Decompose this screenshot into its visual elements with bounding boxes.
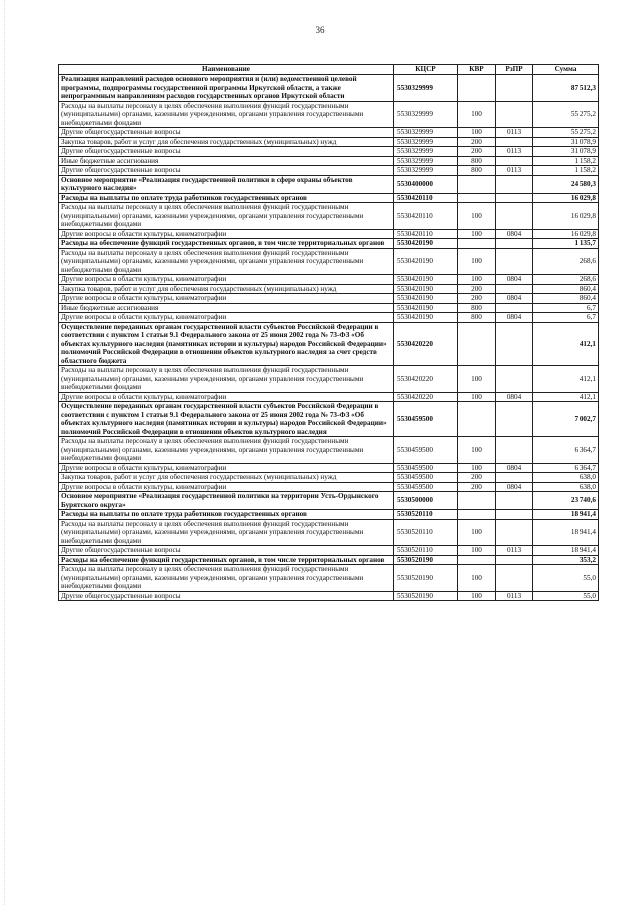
row-kvr-cell: 100 (458, 565, 496, 592)
row-sum-cell: 23 740,6 (533, 492, 599, 510)
row-kcsr-cell: 5530329999 (394, 128, 458, 138)
row-kvr-cell: 800 (458, 166, 496, 176)
row-name-cell: Расходы на выплаты по оплате труда работников государственных органов (59, 510, 394, 520)
row-kvr-cell: 200 (458, 147, 496, 157)
row-kvr-cell: 100 (458, 591, 496, 601)
table-header-row (59, 65, 599, 75)
row-kvr-cell (458, 510, 496, 520)
row-kcsr-cell: 5530329999 (394, 147, 458, 157)
row-kvr-cell: 200 (458, 473, 496, 483)
header-kcsr: КЦСР (394, 65, 458, 75)
row-rzpr-cell: 0113 (496, 128, 533, 138)
row-kvr-cell: 100 (458, 275, 496, 285)
row-name-cell: Другие вопросы в области культуры, кинематографии (59, 275, 394, 285)
row-kvr-cell: 100 (458, 128, 496, 138)
table-row (59, 555, 599, 565)
row-sum-cell: 31 078,9 (533, 137, 599, 147)
row-kvr-cell: 100 (458, 392, 496, 402)
row-name-cell: Другие вопросы в области культуры, кинематографии (59, 392, 394, 402)
table-body (59, 75, 599, 601)
row-kcsr-cell: 5530420220 (394, 366, 458, 393)
row-kcsr-cell: 5530329999 (394, 166, 458, 176)
row-name-cell: Осуществление переданных органам государственной власти субъектов Российской Федерации в соответствии с пунктом 1 статьи 9.1 Федерального закона от 25 июня 2002 года № 73-ФЗ «Об объектах культурного наследия (памятниках истории и культуры) народов Российской Федерации» полномочий Российской Федерации в отношении объектов культурного наследия за счет средств областного бюджета (59, 322, 394, 366)
row-name-cell: Основное мероприятие «Реализация государственной политики на территории Усть-Ордынского Бурятского округа» (59, 492, 394, 510)
row-kcsr-cell: 5530420190 (394, 275, 458, 285)
table-row (59, 166, 599, 176)
row-rzpr-cell (496, 156, 533, 166)
table-row (59, 519, 599, 546)
row-kcsr-cell: 5530459500 (394, 482, 458, 492)
row-rzpr-cell (496, 565, 533, 592)
row-sum-cell: 16 029,8 (533, 203, 599, 230)
row-rzpr-cell: 0113 (496, 166, 533, 176)
row-rzpr-cell (496, 510, 533, 520)
header-kvr: КВР (458, 65, 496, 75)
row-name-cell: Расходы на обеспечение функций государственных органов, в том числе территориальных органов (59, 239, 394, 249)
row-rzpr-cell (496, 555, 533, 565)
row-kcsr-cell: 5530420220 (394, 322, 458, 366)
table-row (59, 229, 599, 239)
row-sum-cell: 1 158,2 (533, 156, 599, 166)
scan-margin (0, 0, 5, 905)
table-row (59, 303, 599, 313)
row-kvr-cell: 200 (458, 137, 496, 147)
table-row (59, 128, 599, 138)
table-row (59, 366, 599, 393)
row-name-cell: Другие вопросы в области культуры, кинематографии (59, 482, 394, 492)
row-name-cell: Другие вопросы в области культуры, кинематографии (59, 294, 394, 304)
row-sum-cell: 412,1 (533, 322, 599, 366)
row-kvr-cell: 200 (458, 294, 496, 304)
row-kcsr-cell: 5530329999 (394, 137, 458, 147)
row-rzpr-cell (496, 248, 533, 275)
row-name-cell: Иные бюджетные ассигнования (59, 303, 394, 313)
row-sum-cell: 16 029,8 (533, 193, 599, 203)
row-kcsr-cell: 5530420220 (394, 392, 458, 402)
table-row (59, 294, 599, 304)
table-row (59, 313, 599, 323)
row-rzpr-cell: 0804 (496, 392, 533, 402)
row-sum-cell: 18 941,4 (533, 510, 599, 520)
row-rzpr-cell: 0804 (496, 482, 533, 492)
row-sum-cell: 638,0 (533, 482, 599, 492)
row-kcsr-cell: 5530420190 (394, 303, 458, 313)
budget-table (58, 64, 599, 601)
table-row (59, 193, 599, 203)
row-rzpr-cell (496, 366, 533, 393)
row-name-cell: Расходы на выплаты по оплате труда работников государственных органов (59, 193, 394, 203)
row-name-cell: Другие общегосударственные вопросы (59, 147, 394, 157)
row-kcsr-cell: 5530500000 (394, 492, 458, 510)
row-rzpr-cell: 0804 (496, 463, 533, 473)
row-kcsr-cell: 5530420190 (394, 313, 458, 323)
table-row (59, 482, 599, 492)
row-name-cell: Другие общегосударственные вопросы (59, 546, 394, 556)
table-row (59, 322, 599, 366)
row-kcsr-cell: 5530459500 (394, 473, 458, 483)
table-row (59, 463, 599, 473)
row-kcsr-cell: 5530400000 (394, 175, 458, 193)
row-sum-cell: 1 158,2 (533, 166, 599, 176)
page-number: 36 (315, 25, 325, 35)
row-kvr-cell: 100 (458, 437, 496, 464)
row-sum-cell: 18 941,4 (533, 546, 599, 556)
row-rzpr-cell (496, 303, 533, 313)
row-name-cell: Другие общегосударственные вопросы (59, 128, 394, 138)
row-kvr-cell (458, 402, 496, 437)
row-sum-cell: 24 580,3 (533, 175, 599, 193)
row-kcsr-cell: 5530520190 (394, 591, 458, 601)
row-sum-cell: 1 135,7 (533, 239, 599, 249)
row-kcsr-cell: 5530520110 (394, 510, 458, 520)
table-row (59, 402, 599, 437)
row-rzpr-cell (496, 193, 533, 203)
row-kvr-cell (458, 492, 496, 510)
row-sum-cell: 6,7 (533, 303, 599, 313)
row-kvr-cell (458, 193, 496, 203)
row-kcsr-cell: 5530520190 (394, 555, 458, 565)
row-kcsr-cell: 5530329999 (394, 101, 458, 128)
row-sum-cell: 7 002,7 (533, 402, 599, 437)
row-sum-cell: 6 364,7 (533, 463, 599, 473)
row-kcsr-cell: 5530420190 (394, 239, 458, 249)
row-kvr-cell: 100 (458, 546, 496, 556)
row-rzpr-cell: 0804 (496, 229, 533, 239)
row-kvr-cell: 200 (458, 482, 496, 492)
row-rzpr-cell (496, 322, 533, 366)
row-name-cell: Расходы на выплаты персоналу в целях обеспечения выполнения функций государственными (муниципальными) органами, казенными учреждениями, органами управления государственными внебюджетными фондами (59, 248, 394, 275)
row-rzpr-cell: 0113 (496, 591, 533, 601)
row-sum-cell: 31 078,9 (533, 147, 599, 157)
row-sum-cell: 55 275,2 (533, 101, 599, 128)
table-row (59, 101, 599, 128)
row-kcsr-cell: 5530420110 (394, 193, 458, 203)
row-kvr-cell: 100 (458, 101, 496, 128)
row-kvr-cell (458, 239, 496, 249)
row-kvr-cell (458, 555, 496, 565)
row-name-cell: Другие вопросы в области культуры, кинематографии (59, 229, 394, 239)
row-kvr-cell: 800 (458, 303, 496, 313)
row-name-cell: Расходы на выплаты персоналу в целях обеспечения выполнения функций государственными (муниципальными) органами, казенными учреждениями, органами управления государственными внебюджетными фондами (59, 519, 394, 546)
row-kcsr-cell: 5530420190 (394, 294, 458, 304)
row-sum-cell: 55,0 (533, 591, 599, 601)
row-sum-cell: 18 941,4 (533, 519, 599, 546)
row-name-cell: Другие общегосударственные вопросы (59, 591, 394, 601)
row-name-cell: Осуществление переданных органам государственной власти субъектов Российской Федерации в соответствии с пунктом 1 статьи 9.1 Федерального закона от 25 июня 2002 года № 73-ФЗ «Об объектах культурного наследия (памятниках истории и культуры) народов Российской Федерации» полномочий Российской Федерации в отношении объектов культурного наследия (59, 402, 394, 437)
row-kvr-cell (458, 322, 496, 366)
row-kcsr-cell: 5530329999 (394, 75, 458, 102)
row-name-cell: Расходы на выплаты персоналу в целях обеспечения выполнения функций государственными (муниципальными) органами, казенными учреждениями, органами управления государственными внебюджетными фондами (59, 203, 394, 230)
row-name-cell: Закупка товаров, работ и услуг для обеспечения государственных (муниципальных) нужд (59, 284, 394, 294)
row-name-cell: Реализация направлений расходов основного мероприятия и (или) ведомственной целевой программы, подпрограммы государственной программы Иркутской области, а также непрограммным направлениям расходов государственных органов Иркутской области (59, 75, 394, 102)
table-row (59, 275, 599, 285)
row-kcsr-cell: 5530459500 (394, 402, 458, 437)
row-name-cell: Другие вопросы в области культуры, кинематографии (59, 463, 394, 473)
row-rzpr-cell (496, 239, 533, 249)
row-kcsr-cell: 5530420110 (394, 229, 458, 239)
row-sum-cell: 638,0 (533, 473, 599, 483)
row-sum-cell: 412,1 (533, 366, 599, 393)
row-rzpr-cell (496, 473, 533, 483)
budget-table-container (58, 64, 598, 601)
table-row (59, 75, 599, 102)
row-kcsr-cell: 5530520110 (394, 519, 458, 546)
row-rzpr-cell (496, 101, 533, 128)
row-name-cell: Закупка товаров, работ и услуг для обеспечения государственных (муниципальных) нужд (59, 473, 394, 483)
row-rzpr-cell (496, 175, 533, 193)
row-name-cell: Иные бюджетные ассигнования (59, 156, 394, 166)
row-sum-cell: 412,1 (533, 392, 599, 402)
table-row (59, 156, 599, 166)
row-rzpr-cell (496, 284, 533, 294)
row-name-cell: Другие общегосударственные вопросы (59, 166, 394, 176)
row-sum-cell: 268,6 (533, 275, 599, 285)
row-kvr-cell (458, 175, 496, 193)
header-sum: Сумма (533, 65, 599, 75)
table-row (59, 203, 599, 230)
row-sum-cell: 353,2 (533, 555, 599, 565)
row-sum-cell: 860,4 (533, 294, 599, 304)
row-kvr-cell (458, 75, 496, 102)
table-row (59, 565, 599, 592)
row-name-cell: Другие вопросы в области культуры, кинематографии (59, 313, 394, 323)
row-rzpr-cell (496, 402, 533, 437)
row-rzpr-cell (496, 75, 533, 102)
row-kcsr-cell: 5530520190 (394, 565, 458, 592)
row-name-cell: Расходы на обеспечение функций государственных органов, в том числе территориальных органов (59, 555, 394, 565)
row-kcsr-cell: 5530420190 (394, 248, 458, 275)
header-rzpr: РзПР (496, 65, 533, 75)
row-sum-cell: 6 364,7 (533, 437, 599, 464)
row-name-cell: Расходы на выплаты персоналу в целях обеспечения выполнения функций государственными (муниципальными) органами, казенными учреждениями, органами управления государственными внебюджетными фондами (59, 366, 394, 393)
table-row (59, 473, 599, 483)
row-kvr-cell: 100 (458, 229, 496, 239)
row-sum-cell: 268,6 (533, 248, 599, 275)
row-name-cell: Расходы на выплаты персоналу в целях обеспечения выполнения функций государственными (муниципальными) органами, казенными учреждениями, органами управления государственными внебюджетными фондами (59, 101, 394, 128)
row-rzpr-cell (496, 203, 533, 230)
table-row (59, 492, 599, 510)
table-row (59, 147, 599, 157)
row-kvr-cell: 100 (458, 463, 496, 473)
table-row (59, 437, 599, 464)
row-kcsr-cell: 5530329999 (394, 156, 458, 166)
row-sum-cell: 16 029,8 (533, 229, 599, 239)
row-rzpr-cell (496, 492, 533, 510)
row-kcsr-cell: 5530459500 (394, 463, 458, 473)
table-row (59, 591, 599, 601)
row-rzpr-cell: 0804 (496, 275, 533, 285)
row-sum-cell: 860,4 (533, 284, 599, 294)
row-kcsr-cell: 5530420190 (394, 284, 458, 294)
row-kvr-cell: 100 (458, 203, 496, 230)
row-sum-cell: 6,7 (533, 313, 599, 323)
row-sum-cell: 87 512,3 (533, 75, 599, 102)
row-rzpr-cell: 0113 (496, 147, 533, 157)
row-kvr-cell: 100 (458, 248, 496, 275)
table-row (59, 175, 599, 193)
row-kcsr-cell: 5530520110 (394, 546, 458, 556)
header-name: Наименование (59, 65, 394, 75)
row-name-cell: Закупка товаров, работ и услуг для обеспечения государственных (муниципальных) нужд (59, 137, 394, 147)
row-name-cell: Расходы на выплаты персоналу в целях обеспечения выполнения функций государственными (муниципальными) органами, казенными учреждениями, органами управления государственными внебюджетными фондами (59, 437, 394, 464)
row-rzpr-cell (496, 137, 533, 147)
row-name-cell: Расходы на выплаты персоналу в целях обеспечения выполнения функций государственными (муниципальными) органами, казенными учреждениями, органами управления государственными внебюджетными фондами (59, 565, 394, 592)
row-kvr-cell: 800 (458, 313, 496, 323)
row-rzpr-cell (496, 437, 533, 464)
row-kvr-cell: 200 (458, 284, 496, 294)
table-row (59, 137, 599, 147)
row-kcsr-cell: 5530420110 (394, 203, 458, 230)
row-kcsr-cell: 5530459500 (394, 437, 458, 464)
row-kvr-cell: 100 (458, 519, 496, 546)
row-sum-cell: 55 275,2 (533, 128, 599, 138)
row-rzpr-cell (496, 519, 533, 546)
row-rzpr-cell: 0804 (496, 294, 533, 304)
table-row (59, 284, 599, 294)
table-row (59, 248, 599, 275)
row-kvr-cell: 800 (458, 156, 496, 166)
row-rzpr-cell: 0113 (496, 546, 533, 556)
row-rzpr-cell: 0804 (496, 313, 533, 323)
table-row (59, 392, 599, 402)
table-row (59, 546, 599, 556)
row-kvr-cell: 100 (458, 366, 496, 393)
table-row (59, 239, 599, 249)
row-name-cell: Основное мероприятие «Реализация государственной политики в сфере охраны объектов культурного наследия» (59, 175, 394, 193)
table-row (59, 510, 599, 520)
row-sum-cell: 55,0 (533, 565, 599, 592)
